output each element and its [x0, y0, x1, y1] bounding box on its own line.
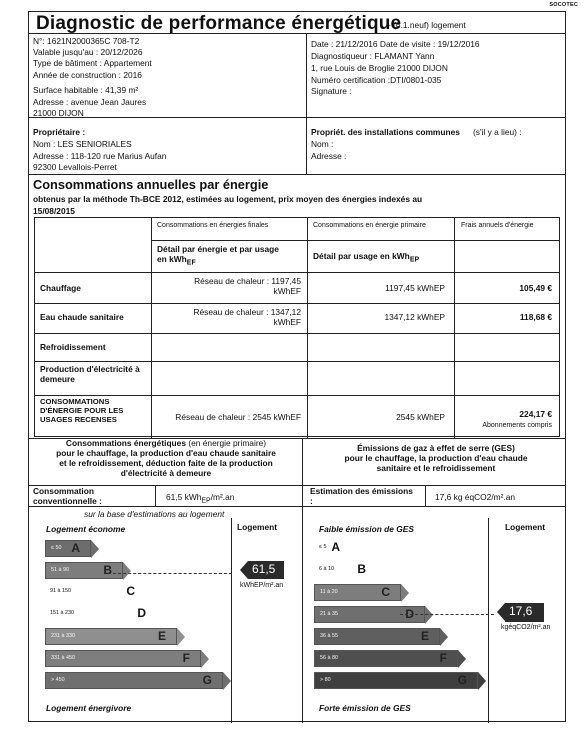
row-label-hot-water: Eau chaude sanitaire	[40, 312, 124, 322]
energy-left-scale-top: Logement économe	[46, 524, 126, 534]
col-final-subheading-unit: EF	[186, 259, 196, 267]
dpe-document	[28, 11, 566, 722]
row-cost-heating: 105,49 €	[519, 283, 552, 293]
energy-right-class-c	[314, 584, 401, 601]
energy-left-class-g-range: > 450	[51, 677, 65, 683]
energy-left-arrow-value: 61,5	[248, 561, 284, 579]
col-primary-heading: Consommations en énergie primaire	[313, 222, 426, 229]
energy-right-class-d-arrow	[425, 606, 433, 624]
table-row-line-2	[35, 303, 560, 304]
energy-left-heading-line2: pour le chauffage, la production d'eau chaude sanitaire	[56, 448, 276, 459]
energy-left-value-number: 61,5 kWh	[166, 492, 202, 502]
energy-left-class-f-letter: F	[182, 651, 190, 665]
energy-left-class-c	[45, 584, 145, 601]
col-final-subheading-text: Détail par énergie et par usage en kWh	[157, 244, 279, 265]
building-type: Type de bâtiment : Appartement	[33, 58, 152, 68]
row-final-hot-water-unit: kWhEF	[273, 317, 301, 328]
energy-right-class-b-range: 6 à 10	[319, 566, 334, 572]
energy-right-class-a-range: ≤ 5	[319, 544, 327, 550]
energy-left-class-c-letter: C	[126, 584, 135, 598]
col-final-heading: Consommations en énergies finales	[157, 222, 269, 229]
energy-right-class-e	[314, 628, 440, 645]
energy-left-value	[166, 492, 234, 506]
energy-right-class-a-letter: A	[331, 540, 340, 554]
consumption-subheading: obtenus par la méthode Th-BCE 2012, estimées au logement, prix moyen des énergies indexés au	[33, 194, 423, 204]
certification-number: Numéro certification :DTI/0801-035	[311, 75, 442, 85]
energy-left-class-e-letter: E	[157, 629, 166, 643]
energy-left-class-b	[45, 562, 123, 579]
energy-left-heading-line4: d'électricité à demeure	[120, 468, 212, 479]
table-col-divider-2	[307, 218, 308, 438]
col-primary-subheading-unit: EP	[409, 256, 420, 264]
energy-left-class-a-arrow	[91, 540, 99, 558]
energy-left-class-g-letter: G	[202, 673, 212, 687]
energy-left-class-d	[45, 606, 156, 623]
energy-left-class-b-arrow	[123, 562, 131, 580]
header-divider	[306, 34, 307, 174]
energy-left-heading-line1	[35, 438, 297, 448]
row-final-heating-value: Réseau de chaleur : 1197,45	[194, 276, 301, 286]
row-label-cooling: Refroidissement	[40, 342, 106, 352]
common-owner-name: Nom :	[311, 139, 334, 149]
energy-left-basis-note: sur la base d'estimations au logement	[84, 509, 225, 519]
validity-date: Valable jusqu'au : 20/12/2026	[33, 47, 143, 57]
diagnostician: Diagnostiqueur : FLAMANT Yann	[311, 51, 435, 61]
table-row-line-1	[35, 272, 560, 273]
table-subheader-line	[151, 240, 560, 241]
energy-right-heading-line1: Émissions de gaz à effet de serre (GES)	[357, 443, 515, 453]
row-primary-hot-water: 1347,12 kWhEP	[384, 312, 445, 322]
energy-left-class-b-range: 51 à 90	[51, 567, 69, 573]
energy-left-class-a-letter: A	[71, 541, 80, 555]
consumption-date: 15/08/2015	[33, 206, 75, 216]
section-separator	[29, 174, 565, 175]
energy-right-heading	[313, 443, 559, 473]
bottom-sections-divider	[302, 438, 303, 723]
energy-left-class-f-range: 331 à 450	[51, 655, 75, 661]
energy-left-indicator-line	[108, 573, 232, 574]
row-primary-heating: 1197,45 kWhEP	[385, 283, 445, 293]
left-value-divider	[155, 485, 156, 506]
energy-left-class-e	[45, 628, 177, 645]
energy-right-value-label: Estimation des émissions :	[310, 486, 413, 507]
energy-left-class-d-range: 151 à 230	[50, 610, 74, 616]
row-final-hot-water-value: Réseau de chaleur : 1347,12	[193, 307, 301, 317]
energy-left-class-e-arrow	[177, 628, 185, 646]
row-final-total: Réseau de chaleur : 2545 kWhEF	[175, 412, 301, 422]
header-separator	[29, 117, 565, 118]
common-owner-heading: Propriét. des installations communes	[311, 127, 460, 137]
energy-right-arrow-unit: kgéqCO2/m².an	[501, 624, 551, 631]
energy-right-class-f-arrow	[458, 650, 466, 668]
energy-right-class-e-range: 36 à 55	[320, 633, 338, 639]
energy-right-heading-line2: pour le chauffage, la production d'eau chaude	[344, 453, 528, 464]
construction-year: Année de construction : 2016	[33, 70, 142, 80]
energy-right-scale-bottom: Forte émission de GES	[319, 703, 411, 713]
row-final-heating-unit: kWhEF	[273, 286, 301, 297]
energy-right-class-b	[314, 562, 376, 579]
table-col-divider-3	[454, 218, 455, 438]
col-primary-subheading	[310, 249, 450, 267]
energy-left-class-g	[45, 672, 223, 689]
energy-left-value-label: Consommation conventionnelle :	[33, 486, 102, 507]
document-title: Diagnostic de performance énergétique	[36, 13, 402, 34]
energy-right-column-title: Logement	[505, 522, 546, 532]
row-final-hot-water	[154, 305, 304, 329]
energy-right-indicator-line	[400, 614, 494, 615]
energy-right-scale-divider	[488, 518, 489, 723]
energy-right-class-f	[314, 650, 458, 667]
row-final-heating	[154, 274, 304, 298]
right-value-divider	[425, 485, 426, 506]
document-number: N°: 1621N2000365C 708-T2	[33, 36, 140, 46]
energy-right-value: 17,6 kg éqCO2/m².an	[435, 492, 516, 502]
document-title-suffix: - (6.1.neuf) logement	[388, 20, 466, 30]
energy-right-class-c-arrow	[401, 584, 409, 602]
owner-city: 92300 Levallois-Perret	[33, 162, 117, 172]
energy-left-class-g-arrow	[223, 672, 231, 690]
row-cost-total-note: Abonnements compris	[482, 422, 552, 429]
energy-left-heading-rest: (en énergie primaire)	[188, 438, 267, 448]
signature-label: Signature :	[311, 86, 352, 96]
owner-heading: Propriétaire :	[33, 127, 86, 137]
energy-left-value-sub: EP	[201, 497, 211, 505]
energy-right-class-d-letter: D	[405, 607, 414, 621]
table-row-line-3	[35, 333, 560, 334]
energy-left-heading-line3: et le refroidissement, déduction faite de la production	[59, 458, 273, 469]
energy-left-column-title: Logement	[237, 522, 278, 532]
property-address: Adresse : avenue Jean Jaures	[33, 97, 147, 107]
common-owner-heading-suffix: (s'il y a lieu) :	[473, 127, 522, 137]
energy-left-class-f-arrow	[201, 650, 209, 668]
row-label-total: CONSOMMATIONS D'ÉNERGIE POUR LES USAGES RECENSES	[40, 397, 124, 425]
energy-right-class-e-letter: E	[420, 629, 429, 643]
energy-left-class-b-letter: B	[103, 563, 112, 577]
row-label-heating: Chauffage	[40, 283, 81, 293]
energy-right-class-e-arrow	[440, 628, 448, 646]
energy-left-value-end: /m².an	[210, 492, 235, 502]
energy-left-class-a-range: ≤ 50	[51, 545, 62, 551]
energy-left-heading-bold: Consommations énergétiques	[65, 438, 186, 448]
energy-right-arrow-value: 17,6	[505, 603, 544, 622]
col-final-subheading	[154, 242, 294, 270]
energy-right-scale-top: Faible émission de GES	[319, 524, 414, 534]
energy-left-scale-bottom: Logement énergivore	[46, 703, 132, 713]
row-cost-total: 224,17 €	[519, 409, 552, 419]
brand-mark: SOCOTEC	[549, 2, 578, 8]
consumption-heading: Consommations annuelles par énergie	[33, 177, 269, 192]
energy-right-class-d-range: 21 à 35	[320, 611, 338, 617]
energy-left-arrow-tip	[240, 561, 248, 579]
energy-right-class-g-arrow	[478, 672, 486, 690]
energy-right-class-c-range: 11 à 20	[320, 589, 338, 595]
energy-left-class-c-range: 91 à 150	[50, 588, 71, 594]
energy-right-class-b-letter: B	[357, 562, 366, 576]
energy-left-heading	[35, 438, 297, 478]
col-costs-heading: Frais annuels d'énergie	[461, 222, 534, 229]
energy-right-class-g	[314, 672, 478, 689]
energy-right-heading-line3: sanitaire et le refroidissement	[376, 463, 496, 474]
energy-left-class-f	[45, 650, 201, 667]
energy-right-class-f-range: 56 à 80	[320, 655, 338, 661]
consumption-table	[34, 217, 560, 437]
energy-left-arrow-unit: kWhEP/m².an	[240, 582, 284, 589]
row-label-electricity-production: Production d'électricité à demeure	[40, 364, 140, 385]
energy-right-class-c-letter: C	[381, 585, 390, 599]
energy-right-class-g-range: > 80	[320, 677, 331, 683]
energy-left-class-a	[45, 540, 91, 557]
row-cost-hot-water: 118,68 €	[519, 312, 552, 322]
owner-address: Adresse : 118-120 rue Marius Aufan	[33, 151, 167, 161]
energy-right-class-f-letter: F	[439, 651, 447, 665]
owner-name: Nom : LES SENIORIALES	[33, 139, 132, 149]
common-owner-address: Adresse :	[311, 151, 347, 161]
energy-left-class-e-range: 231 à 330	[51, 633, 75, 639]
title-row	[29, 12, 565, 34]
row-primary-total: 2545 kWhEP	[396, 412, 445, 422]
energy-right-class-g-letter: G	[457, 673, 467, 687]
table-col-divider-1	[151, 218, 152, 438]
property-city: 21000 DIJON	[33, 108, 84, 118]
energy-left-scale-divider	[231, 518, 232, 723]
diagnostic-date: Date : 21/12/2016 Date de visite : 19/12/2016	[311, 39, 480, 49]
living-area: Surface habitable : 41,39 m²	[33, 85, 139, 95]
energy-right-class-a	[314, 540, 350, 557]
diagnostician-address: 1, rue Louis de Broglie 21000 DIJON	[311, 63, 448, 73]
energy-right-arrow-tip	[497, 603, 505, 621]
col-primary-subheading-text: Détail par usage en kWh	[313, 251, 410, 261]
energy-left-class-d-letter: D	[137, 606, 146, 620]
